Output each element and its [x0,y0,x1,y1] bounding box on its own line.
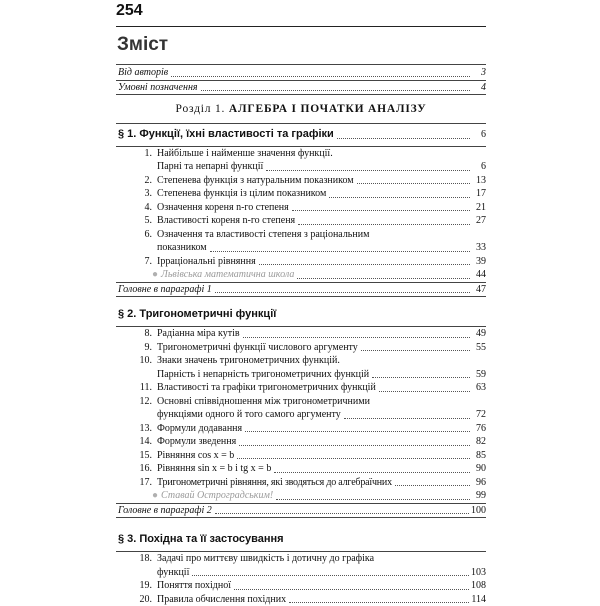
item-text: Радіанна міра кутів [157,327,240,341]
toc-item[interactable] [116,214,486,228]
toc-entry-text: Від авторів [118,66,168,80]
item-text: Рівняння cos x = b [157,449,234,463]
toc-page-number: 21 [472,201,486,215]
toc-item[interactable] [116,462,486,476]
toc-page-number: 39 [472,255,486,269]
section-name: АЛГЕБРА І ПОЧАТКИ АНАЛІЗУ [229,103,427,115]
leader-dots [274,472,470,473]
toc-page-number: 99 [472,489,486,503]
item-text: Степенева функція з натуральним показником [157,174,354,188]
page-number: 254 [116,2,143,20]
divider [116,94,486,95]
item-text: Тригонометричні функції числового аргументу [157,341,358,355]
toc-page-number: 27 [472,214,486,228]
leader-dots [243,337,470,338]
item-number: 7. [116,255,157,269]
toc-entry-authors[interactable] [116,66,486,80]
item-number: 4. [116,201,157,215]
paragraph-heading-2[interactable] [116,307,486,321]
toc-summary[interactable] [116,504,486,518]
leader-dots [276,499,470,500]
item-text: Задачі про миттєву швидкість і дотичну до графіка [157,552,486,566]
toc-item[interactable] [116,381,486,395]
item-number: 6. [116,228,157,255]
item-number: 16. [116,462,157,476]
leader-dots [210,251,470,252]
summary-text: Головне в параграфі 2 [118,504,212,518]
item-text: Правила обчислення похідних [157,593,286,606]
item-text-continued: функції [157,566,189,580]
toc-aside[interactable] [116,268,486,282]
item-text: Означення та властивості степеня з раціональним [157,228,486,242]
paragraph-title: § 2. Тригонометричні функції [118,308,276,320]
toc-page-number: 82 [472,435,486,449]
aside-text: Ставай Остроградським! [161,490,273,501]
item-number: 17. [116,476,157,490]
leader-dots [292,210,470,211]
toc-page-number: 90 [472,462,486,476]
toc-page-number: 85 [472,449,486,463]
item-number: 1. [116,147,157,174]
item-text: Властивості кореня n-го степеня [157,214,295,228]
leader-dots [215,292,470,293]
item-number: 5. [116,214,157,228]
item-number: 8. [116,327,157,341]
item-number: 19. [116,579,157,593]
toc-page-number: 103 [471,566,486,580]
toc-item[interactable] [116,593,486,606]
page-title: Зміст [117,34,168,56]
toc-page-number: 76 [472,422,486,436]
toc-item[interactable] [116,147,486,174]
toc-item[interactable] [116,395,486,422]
leader-dots [289,602,469,603]
item-text: Формули додавання [157,422,242,436]
leader-dots [259,264,470,265]
aside-text: Львівська математична школа [161,269,294,280]
item-text-continued: функціями одного й того самого аргументу [157,408,341,422]
item-number: 14. [116,435,157,449]
paragraph-heading-1[interactable] [116,128,486,142]
leader-dots [239,445,470,446]
leader-dots [171,76,470,77]
item-text: Поняття похідної [157,579,231,593]
section-prefix: Розділ 1. [176,103,226,115]
toc-page-number: 3 [472,66,486,80]
toc-page-number: 63 [472,381,486,395]
leader-dots [266,170,470,171]
item-text: Найбільше і найменше значення функції. [157,147,486,161]
toc-page-number: 13 [472,174,486,188]
toc-page-number: 4 [472,81,486,95]
item-number: 10. [116,354,157,381]
title-rule [116,64,486,65]
item-text: Степенева функція із цілим показником [157,187,326,201]
toc-item[interactable] [116,435,486,449]
leader-dots [237,458,470,459]
toc-page-number: 72 [472,408,486,422]
toc-item[interactable] [116,255,486,269]
leader-dots [192,575,469,576]
leader-dots [344,418,470,419]
item-number: 9. [116,341,157,355]
toc-item[interactable] [116,552,486,579]
toc-page-number: 49 [472,327,486,341]
item-text: Формули зведення [157,435,236,449]
toc-item[interactable] [116,579,486,593]
section-heading [116,100,486,118]
item-text: Рівняння sin x = b і tg x = b [157,462,271,476]
toc-page-number: 59 [472,368,486,382]
toc-page-number: 114 [471,593,486,606]
toc-page-number: 55 [472,341,486,355]
toc-summary[interactable] [116,283,486,297]
item-number: 18. [116,552,157,579]
toc-page-number: 96 [472,476,486,490]
leader-dots [395,485,470,486]
item-number: 20. [116,593,157,606]
leader-dots [337,138,470,139]
toc-page-number: 33 [472,241,486,255]
leader-dots [379,391,470,392]
leader-dots [234,589,469,590]
item-text: Означення кореня n-го степеня [157,201,289,215]
item-number: 13. [116,422,157,436]
toc-page-number: 17 [472,187,486,201]
toc-page-number: 108 [471,579,486,593]
item-number: 12. [116,395,157,422]
paragraph-title: § 1. Функції, їхні властивості та графіки [118,128,334,142]
item-text: Ірраціональні рівняння [157,255,256,269]
item-number: 11. [116,381,157,395]
leader-dots [361,350,470,351]
item-number: 3. [116,187,157,201]
item-number: 2. [116,174,157,188]
toc-item[interactable] [116,228,486,255]
item-text: Властивості та графіки тригонометричних функцій [157,381,376,395]
leader-dots [297,278,470,279]
paragraph-title: § 3. Похідна та її застосування [118,533,284,545]
summary-text: Головне в параграфі 1 [118,283,212,297]
toc-entry-text: Умовні позначення [118,81,198,95]
toc-page-number: 44 [472,268,486,282]
toc-item[interactable] [116,354,486,381]
leader-dots [201,90,470,91]
toc-item[interactable] [116,476,486,490]
leader-dots [329,197,470,198]
bullet-icon: ● [152,269,158,280]
toc-item[interactable] [116,174,486,188]
leader-dots [245,431,470,432]
table-of-contents [116,66,486,606]
toc-entry-notation[interactable] [116,81,486,95]
paragraph-heading-3[interactable] [116,532,486,546]
leader-dots [298,224,470,225]
toc-item[interactable] [116,187,486,201]
toc-page-number: 6 [472,128,486,142]
leader-dots [215,513,469,514]
toc-aside[interactable] [116,489,486,503]
toc-page-number: 100 [471,504,486,518]
toc-item[interactable] [116,449,486,463]
toc-item[interactable] [116,327,486,341]
leader-dots [372,377,470,378]
bullet-icon: ● [152,490,158,501]
top-rule [116,26,486,27]
item-text: Тригонометричні рівняння, які зводяться до алгебраїчних [157,476,392,490]
toc-item[interactable] [116,201,486,215]
item-number: 15. [116,449,157,463]
item-text: Основні співвідношення між тригонометричними [157,395,486,409]
toc-page-number: 6 [472,160,486,174]
toc-page-number: 47 [472,283,486,297]
item-text-continued: Парні та непарні функції [157,160,263,174]
item-text-continued: показником [157,241,207,255]
item-text-continued: Парність і непарність тригонометричних функцій [157,368,369,382]
toc-item[interactable] [116,422,486,436]
toc-item[interactable] [116,341,486,355]
item-text: Знаки значень тригонометричних функцій. [157,354,486,368]
leader-dots [357,183,470,184]
divider [116,123,486,124]
